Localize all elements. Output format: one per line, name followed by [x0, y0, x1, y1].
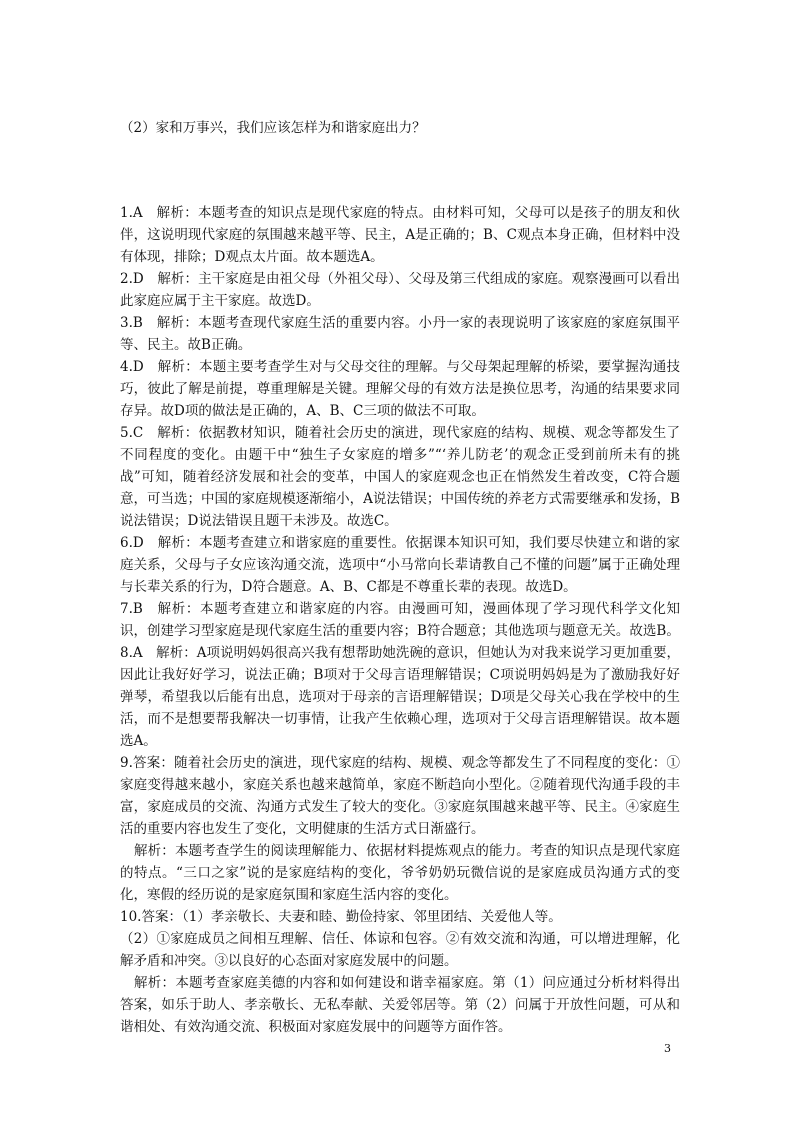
question-text: （2）家和万事兴，我们应该怎样为和谐家庭出力？ [120, 120, 426, 136]
answer-10-analysis: 解析：本题考查家庭美德的内容和如何建设和谐幸福家庭。第（1）问应通过分析材料得出答案，如乐于助人、孝亲敬长、无私奉献、关爱邻居等。第（2）问属于开放性问题，可从和谐相处、有效沟通交流、积极面对家庭发展中的问题等方面作答。 [120, 975, 680, 1035]
answer-2: 2.D 解析：主干家庭是由祖父母（外祖父母）、父母及第三代组成的家庭。观察漫画可以看出此家庭应属于主干家庭。故选D。 [120, 271, 680, 309]
answer-key [120, 202, 680, 1038]
answer-7: 7.B 解析：本题考查建立和谐家庭的内容。由漫画可知，漫画体现了学习现代科学文化知识，创建学习型家庭是现代家庭生活的重要内容；B符合题意；其他选项与题意无关。故选B。 [120, 601, 680, 639]
answer-3: 3.B 解析：本题考查现代家庭生活的重要内容。小丹一家的表现说明了该家庭的家庭氛围平等、民主。故B正确。 [120, 315, 680, 353]
answer-4: 4.D 解析：本题主要考查学生对与父母交往的理解。与父母架起理解的桥梁，要掌握沟通技巧，彼此了解是前提，尊重理解是关键。理解父母的有效方法是换位思考，沟通的结果要求同存异。故D项的做法是正确的，A、B、C三项的做法不可取。 [120, 359, 680, 419]
answer-1: 1.A 解析：本题考查的知识点是现代家庭的特点。由材料可知，父母可以是孩子的朋友和伙伴，这说明现代家庭的氛围越来越平等、民主，A是正确的；B、C观点本身正确，但材料中没有体现，排除；D观点太片面。故本题选A。 [120, 205, 680, 265]
answer-9-analysis: 解析：本题考查学生的阅读理解能力、依据材料提炼观点的能力。考查的知识点是现代家庭的特点。“三口之家”说的是家庭结构的变化，爷爷奶奶玩微信说的是家庭成员沟通方式的变化，寒假的经历说的是家庭氛围和家庭生活内容的变化。 [120, 843, 680, 903]
answer-6: 6.D 解析：本题考查建立和谐家庭的重要性。依据课本知识可知，我们要尽快建立和谐的家庭关系，父母与子女应该沟通交流，选项中“小马常向长辈请教自己不懂的问题”属于正确处理与长辈关系的行为，D符合题意。A、B、C都是不尊重长辈的表现。故选D。 [120, 535, 680, 595]
answer-8: 8.A 解析：A项说明妈妈很高兴我有想帮助她洗碗的意识，但她认为对我来说学习更加重要，因此让我好好学习，说法正确；B项对于父母言语理解错误；C项说明妈妈是为了激励我好好弹琴，希望我以后能有出息，选项对于母亲的言语理解错误；D项是父母关心我在学校中的生活，而不是想要帮我解决一切事情，让我产生依赖心理，选项对于父母言语理解错误。故本题选A。 [120, 645, 680, 749]
answer-10-part1: 10.答案：（1）孝亲敬长、夫妻和睦、勤俭持家、邻里团结、关爱他人等。 [120, 909, 562, 925]
answer-5: 5.C 解析：依据教材知识，随着社会历史的演进，现代家庭的结构、规模、观念等都发生了不同程度的变化。由题干中“独生子女家庭的增多”“‘养儿防老’的观念正受到前所未有的挑战”可知，随着经济发展和社会的变革，中国人的家庭观念也正在悄然发生着改变，C符合题意，可当选；中国的家庭规模逐渐缩小，A说法错误；中国传统的养老方式需要继承和发扬，B说法错误；D说法错误且题干未涉及。故选C。 [120, 425, 680, 529]
answer-10-part2: （2）①家庭成员之间相互理解、信任、体谅和包容。②有效交流和沟通，可以增进理解，化解矛盾和冲突。③以良好的心态面对家庭发展中的问题。 [120, 931, 680, 969]
answer-9: 9.答案：随着社会历史的演进，现代家庭的结构、规模、观念等都发生了不同程度的变化：①家庭变得越来越小，家庭关系也越来越简单，家庭不断趋向小型化。②随着现代沟通手段的丰富，家庭成员的交流、沟通方式发生了较大的变化。③家庭氛围越来越平等、民主。④家庭生活的重要内容也发生了变化，文明健康的生活方式日渐盛行。 [120, 755, 680, 837]
page-number: 3 [664, 1042, 671, 1055]
